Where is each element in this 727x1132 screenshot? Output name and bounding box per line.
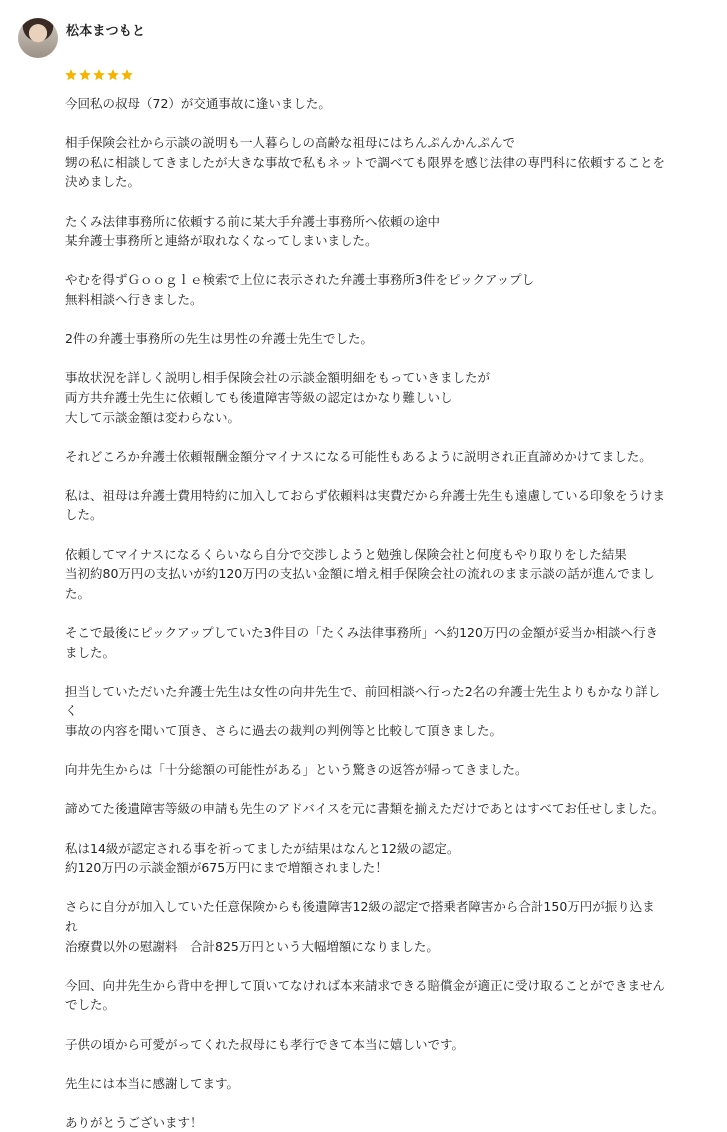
review-paragraph: それどころか弁護士依頼報酬金額分マイナスになる可能性もあるように説明され正直諦めかけてました。 [65, 448, 652, 464]
review-paragraph: さらに自分が加入していた任意保険からも後遺障害12級の認定で搭乗者障害から合計150万円が振り込まれ 治療費以外の慰謝料 合計825万円という大幅増額になりました。 [65, 899, 655, 954]
star-icon [106, 68, 120, 82]
review-paragraph: そこで最後にピックアップしていた3件目の「たくみ法律事務所」へ約120万円の金額が妥当か相談へ行きました。 [65, 625, 658, 660]
star-icon [92, 68, 106, 82]
review-paragraph: ありがとうございます！ [65, 1114, 203, 1130]
review-paragraph: たくみ法律事務所に依頼する前に某大手弁護士事務所へ依頼の途中 某弁護士事務所と連絡が取れなくなってしまいました。 [65, 213, 441, 249]
avatar[interactable] [18, 18, 58, 58]
review-paragraph: 先生には本当に感謝してます。 [65, 1075, 240, 1091]
star-icon [120, 68, 134, 82]
star-icon [78, 68, 92, 82]
review-paragraph: 向井先生からは「十分総額の可能性がある」という驚きの返答が帰ってきました。 [65, 762, 528, 778]
review-paragraph: 私は、祖母は弁護士費用特約に加入しておらず依頼料は実費だから弁護士先生も遠慮している印象をうけました。 [65, 487, 666, 523]
review-body [65, 94, 665, 1132]
review-paragraph: 諦めてた後遺障害等級の申請も先生のアドバイスを元に書類を揃えただけであとはすべてお任せしました。 [65, 801, 665, 817]
star-rating [64, 68, 134, 84]
review-paragraph: 相手保険会社から示談の説明も一人暮らしの高齢な祖母にはちんぷんかんぷんで 甥の私に相談してきましたが大きな事故で私もネットで調べても限界を感じ法律の専門科に依頼することを決めました。 [65, 135, 666, 190]
review-paragraph: 担当していただいた弁護士先生は女性の向井先生で、前回相談へ行った2名の弁護士先生よりもかなり詳しく 事故の内容を聞いて頂き、さらに過去の裁判の判例等と比較して頂きました。 [65, 683, 661, 738]
review-paragraph: 事故状況を詳しく説明し相手保険会社の示談金額明細をもっていきましたが 両方共弁護士先生に依頼しても後遺障害等級の認定はかなり難しいし 大して示談金額は変わらない。 [65, 370, 491, 425]
review-paragraph: 2件の弁護士事務所の先生は男性の弁護士先生でした。 [65, 331, 373, 347]
review-paragraph: 私は14級が認定される事を祈ってましたが結果はなんと12級の認定。 約120万円の示談金額が675万円にまで増額されました！ [65, 840, 460, 876]
star-icon [64, 68, 78, 82]
review-paragraph: 依頼してマイナスになるくらいなら自分で交渉しようと勉強し保険会社と何度もやり取りをした結果 当初約80万円の支払いが約120万円の支払い金額に増え相手保険会社の流れのまま示談の話が進んでました。 [65, 546, 655, 601]
reviewer-name[interactable]: 松本まつもと [66, 24, 146, 39]
review-paragraph: 子供の頃から可愛がってくれた叔母にも孝行できて本当に嬉しいです。 [65, 1036, 465, 1052]
review-paragraph: 今回私の叔母（72）が交通事故に逢いました。 [65, 96, 331, 111]
review-paragraph: 今回、向井先生から背中を押して頂いてなければ本来請求できる賠償金が適正に受け取ることができませんでした。 [65, 977, 666, 1013]
review-paragraph: やむを得ずＧｏｏｇｌｅ検索で上位に表示された弁護士事務所3件をピックアップし 無料相談へ行きました。 [65, 272, 535, 307]
